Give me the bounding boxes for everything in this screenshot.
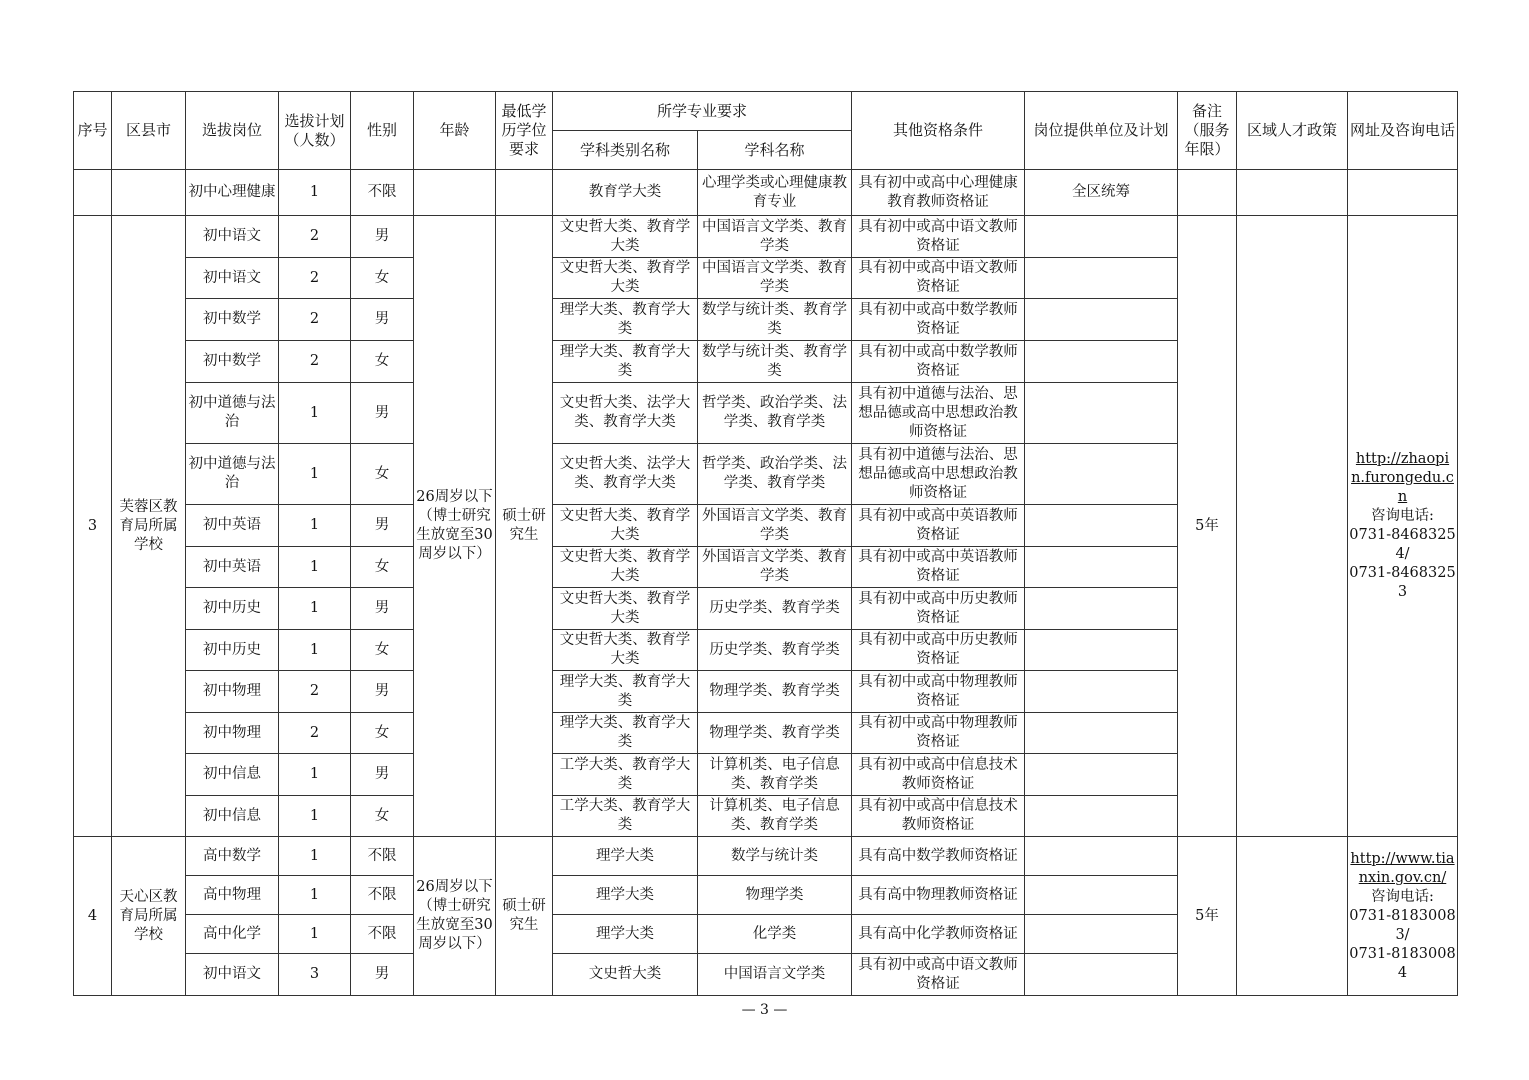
gender-cell: 男 xyxy=(351,383,414,444)
gender-cell: 不限 xyxy=(351,876,414,915)
provider-cell xyxy=(1025,630,1178,671)
qual-cell: 具有初中或高中语文教师资格证 xyxy=(852,258,1025,299)
provider-cell xyxy=(1025,796,1178,837)
header-plan: 选拔计划（人数） xyxy=(279,92,351,170)
category-cell: 理学大类、教育学大类 xyxy=(553,713,698,754)
qual-cell: 具有高中物理教师资格证 xyxy=(852,876,1025,915)
post-cell: 初中历史 xyxy=(186,588,279,630)
qual-cell: 具有初中道德与法治、思想品德或高中思想政治教师资格证 xyxy=(852,444,1025,505)
subject-cell: 计算机类、电子信息类、教育学类 xyxy=(698,754,852,796)
header-major-req: 所学专业要求 xyxy=(553,92,852,131)
category-cell: 理学大类 xyxy=(553,915,698,954)
gender-cell: 男 xyxy=(351,671,414,713)
qual-cell: 具有初中或高中心理健康教育教师资格证 xyxy=(852,170,1025,216)
contact-phone: 0731-81830083/ xyxy=(1349,907,1456,943)
gender-cell: 不限 xyxy=(351,170,414,216)
subject-cell: 哲学类、政治学类、法学类、教育学类 xyxy=(698,383,852,444)
qual-cell: 具有初中或高中英语教师资格证 xyxy=(852,547,1025,588)
plan-cell: 2 xyxy=(279,713,351,754)
recruitment-table xyxy=(73,91,1458,996)
category-cell: 理学大类 xyxy=(553,837,698,876)
district-cell: 芙蓉区教育局所属学校 xyxy=(112,216,186,837)
subject-cell: 哲学类、政治学类、法学类、教育学类 xyxy=(698,444,852,505)
header-subject-category: 学科类别名称 xyxy=(553,131,698,170)
seq-cell: 3 xyxy=(74,216,112,837)
qual-cell: 具有初中或高中英语教师资格证 xyxy=(852,505,1025,547)
category-cell: 文史哲大类 xyxy=(553,954,698,996)
post-cell: 初中语文 xyxy=(186,954,279,996)
contact-cell xyxy=(1348,170,1458,216)
post-cell: 初中道德与法治 xyxy=(186,383,279,444)
policy-cell xyxy=(1237,170,1348,216)
plan-cell: 2 xyxy=(279,341,351,383)
post-cell: 初中信息 xyxy=(186,754,279,796)
plan-cell: 1 xyxy=(279,588,351,630)
provider-cell xyxy=(1025,258,1178,299)
qual-cell: 具有初中或高中语文教师资格证 xyxy=(852,954,1025,996)
plan-cell: 1 xyxy=(279,444,351,505)
contact-phone: 0731-81830084 xyxy=(1349,945,1456,981)
post-cell: 初中英语 xyxy=(186,505,279,547)
plan-cell: 2 xyxy=(279,216,351,258)
subject-cell: 物理学类、教育学类 xyxy=(698,713,852,754)
post-cell: 初中数学 xyxy=(186,299,279,341)
post-cell: 初中语文 xyxy=(186,216,279,258)
header-gender: 性别 xyxy=(351,92,414,170)
remark-cell: 5年 xyxy=(1178,216,1237,837)
gender-cell: 女 xyxy=(351,444,414,505)
category-cell: 文史哲大类、教育学大类 xyxy=(553,216,698,258)
provider-cell xyxy=(1025,299,1178,341)
qual-cell: 具有高中数学教师资格证 xyxy=(852,837,1025,876)
contact-phone: 0731-84683254/ xyxy=(1349,527,1456,562)
contact-label: 咨询电话: xyxy=(1371,888,1434,905)
subject-cell: 数学与统计类、教育学类 xyxy=(698,341,852,383)
header-post: 选拔岗位 xyxy=(186,92,279,170)
category-cell: 文史哲大类、教育学大类 xyxy=(553,547,698,588)
qual-cell: 具有初中或高中历史教师资格证 xyxy=(852,588,1025,630)
contact-label: 咨询电话: xyxy=(1371,508,1434,524)
subject-cell: 外国语言文学类、教育学类 xyxy=(698,505,852,547)
category-cell: 理学大类、教育学大类 xyxy=(553,341,698,383)
gender-cell: 男 xyxy=(351,754,414,796)
qual-cell: 具有初中或高中历史教师资格证 xyxy=(852,630,1025,671)
provider-cell xyxy=(1025,754,1178,796)
post-cell: 高中化学 xyxy=(186,915,279,954)
qual-cell: 具有初中道德与法治、思想品德或高中思想政治教师资格证 xyxy=(852,383,1025,444)
page-number: — 3 — xyxy=(741,1002,788,1018)
provider-cell xyxy=(1025,713,1178,754)
post-cell: 初中语文 xyxy=(186,258,279,299)
subject-cell: 物理学类 xyxy=(698,876,852,915)
gender-cell: 女 xyxy=(351,258,414,299)
remark-cell xyxy=(1178,170,1237,216)
header-age: 年龄 xyxy=(414,92,496,170)
header-remark: 备注（服务年限） xyxy=(1178,92,1237,170)
age-cell xyxy=(414,170,496,216)
subject-cell: 中国语言文学类、教育学类 xyxy=(698,216,852,258)
subject-cell: 中国语言文学类 xyxy=(698,954,852,996)
subject-cell: 化学类 xyxy=(698,915,852,954)
remark-cell: 5年 xyxy=(1178,837,1237,996)
provider-cell xyxy=(1025,954,1178,996)
subject-cell: 数学与统计类、教育学类 xyxy=(698,299,852,341)
gender-cell: 不限 xyxy=(351,915,414,954)
header-contact: 网址及咨询电话 xyxy=(1348,92,1458,170)
plan-cell: 1 xyxy=(279,876,351,915)
provider-cell: 全区统筹 xyxy=(1025,170,1178,216)
edu-cell: 硕士研究生 xyxy=(496,216,553,837)
plan-cell: 1 xyxy=(279,630,351,671)
header-policy: 区域人才政策 xyxy=(1237,92,1348,170)
plan-cell: 1 xyxy=(279,547,351,588)
post-cell: 初中道德与法治 xyxy=(186,444,279,505)
edu-cell xyxy=(496,170,553,216)
category-cell: 理学大类、教育学大类 xyxy=(553,671,698,713)
subject-cell: 历史学类、教育学类 xyxy=(698,630,852,671)
post-cell: 初中历史 xyxy=(186,630,279,671)
edu-cell: 硕士研究生 xyxy=(496,837,553,996)
subject-cell: 历史学类、教育学类 xyxy=(698,588,852,630)
contact-phone: 0731-84683253 xyxy=(1349,565,1456,600)
qual-cell: 具有初中或高中物理教师资格证 xyxy=(852,713,1025,754)
qual-cell: 具有初中或高中数学教师资格证 xyxy=(852,341,1025,383)
gender-cell: 女 xyxy=(351,547,414,588)
subject-cell: 心理学类或心理健康教育专业 xyxy=(698,170,852,216)
header-min-edu: 最低学历学位要求 xyxy=(496,92,553,170)
provider-cell xyxy=(1025,444,1178,505)
subject-cell: 计算机类、电子信息类、教育学类 xyxy=(698,796,852,837)
category-cell: 教育学大类 xyxy=(553,170,698,216)
plan-cell: 3 xyxy=(279,954,351,996)
seq-cell: 4 xyxy=(74,837,112,996)
table-row xyxy=(74,170,1458,216)
provider-cell xyxy=(1025,341,1178,383)
district-cell: 天心区教育局所属学校 xyxy=(112,837,186,996)
district-cell xyxy=(112,170,186,216)
category-cell: 工学大类、教育学大类 xyxy=(553,754,698,796)
plan-cell: 2 xyxy=(279,258,351,299)
gender-cell: 男 xyxy=(351,505,414,547)
post-cell: 初中物理 xyxy=(186,713,279,754)
policy-cell xyxy=(1237,837,1348,996)
plan-cell: 1 xyxy=(279,915,351,954)
gender-cell: 男 xyxy=(351,216,414,258)
qual-cell: 具有初中或高中语文教师资格证 xyxy=(852,216,1025,258)
header-district: 区县市 xyxy=(112,92,186,170)
category-cell: 理学大类、教育学大类 xyxy=(553,299,698,341)
provider-cell xyxy=(1025,876,1178,915)
header-subject-name: 学科名称 xyxy=(698,131,852,170)
post-cell: 高中数学 xyxy=(186,837,279,876)
provider-cell xyxy=(1025,547,1178,588)
plan-cell: 2 xyxy=(279,299,351,341)
seq-cell xyxy=(74,170,112,216)
contact-url-link[interactable]: http://zhaopin.furongedu.cn xyxy=(1351,451,1454,505)
category-cell: 理学大类 xyxy=(553,876,698,915)
gender-cell: 男 xyxy=(351,588,414,630)
gender-cell: 女 xyxy=(351,630,414,671)
category-cell: 文史哲大类、教育学大类 xyxy=(553,630,698,671)
category-cell: 文史哲大类、教育学大类 xyxy=(553,505,698,547)
category-cell: 文史哲大类、教育学大类 xyxy=(553,258,698,299)
qual-cell: 具有初中或高中信息技术教师资格证 xyxy=(852,796,1025,837)
subject-cell: 中国语言文学类、教育学类 xyxy=(698,258,852,299)
provider-cell xyxy=(1025,671,1178,713)
age-cell: 26周岁以下（博士研究生放宽至30周岁以下） xyxy=(414,216,496,837)
age-cell: 26周岁以下（博士研究生放宽至30周岁以下） xyxy=(414,837,496,996)
plan-cell: 1 xyxy=(279,383,351,444)
qual-cell: 具有初中或高中物理教师资格证 xyxy=(852,671,1025,713)
contact-url-link[interactable]: http://www.tianxin.gov.cn/ xyxy=(1350,850,1455,886)
post-cell: 高中物理 xyxy=(186,876,279,915)
gender-cell: 男 xyxy=(351,299,414,341)
plan-cell: 1 xyxy=(279,837,351,876)
plan-cell: 1 xyxy=(279,170,351,216)
subject-cell: 物理学类、教育学类 xyxy=(698,671,852,713)
category-cell: 文史哲大类、法学大类、教育学大类 xyxy=(553,383,698,444)
post-cell: 初中心理健康 xyxy=(186,170,279,216)
subject-cell: 外国语言文学类、教育学类 xyxy=(698,547,852,588)
plan-cell: 2 xyxy=(279,671,351,713)
policy-cell xyxy=(1237,216,1348,837)
post-cell: 初中数学 xyxy=(186,341,279,383)
qual-cell: 具有初中或高中信息技术教师资格证 xyxy=(852,754,1025,796)
gender-cell: 不限 xyxy=(351,837,414,876)
category-cell: 文史哲大类、教育学大类 xyxy=(553,588,698,630)
qual-cell: 具有高中化学教师资格证 xyxy=(852,915,1025,954)
provider-cell xyxy=(1025,505,1178,547)
qual-cell: 具有初中或高中数学教师资格证 xyxy=(852,299,1025,341)
plan-cell: 1 xyxy=(279,796,351,837)
post-cell: 初中物理 xyxy=(186,671,279,713)
contact-cell xyxy=(1348,216,1458,837)
contact-cell xyxy=(1348,837,1458,996)
gender-cell: 女 xyxy=(351,796,414,837)
category-cell: 文史哲大类、法学大类、教育学大类 xyxy=(553,444,698,505)
table-row xyxy=(74,837,1458,876)
provider-cell xyxy=(1025,216,1178,258)
post-cell: 初中信息 xyxy=(186,796,279,837)
plan-cell: 1 xyxy=(279,754,351,796)
category-cell: 工学大类、教育学大类 xyxy=(553,796,698,837)
provider-cell xyxy=(1025,383,1178,444)
gender-cell: 男 xyxy=(351,954,414,996)
plan-cell: 1 xyxy=(279,505,351,547)
provider-cell xyxy=(1025,837,1178,876)
table-row xyxy=(74,216,1458,258)
header-provider: 岗位提供单位及计划 xyxy=(1025,92,1178,170)
header-other-qual: 其他资格条件 xyxy=(852,92,1025,170)
gender-cell: 女 xyxy=(351,341,414,383)
header-seq: 序号 xyxy=(74,92,112,170)
gender-cell: 女 xyxy=(351,713,414,754)
provider-cell xyxy=(1025,915,1178,954)
subject-cell: 数学与统计类 xyxy=(698,837,852,876)
post-cell: 初中英语 xyxy=(186,547,279,588)
provider-cell xyxy=(1025,588,1178,630)
